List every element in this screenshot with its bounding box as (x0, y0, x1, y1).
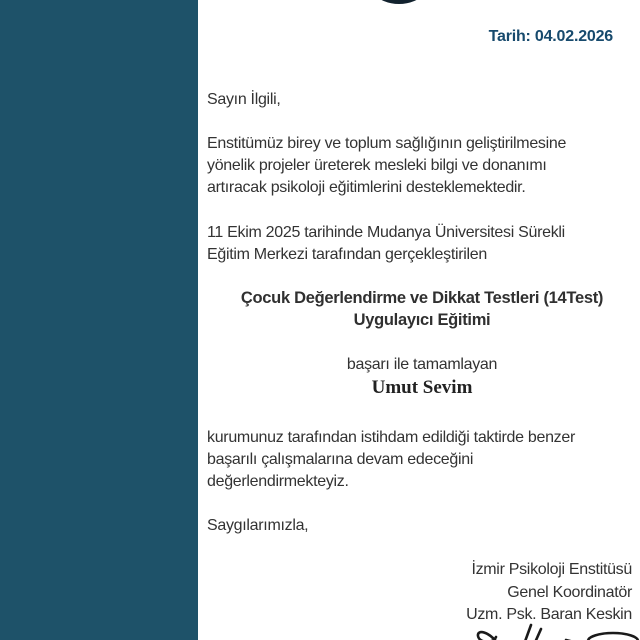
left-accent-band (0, 0, 198, 640)
paragraph-line: Enstitümüz birey ve toplum sağlığının geliştirilmesine (207, 135, 567, 152)
paragraph-line: Eğitim Merkezi tarafından gerçekleştirilen (207, 246, 487, 263)
paragraph-closing (207, 427, 637, 493)
course-title-line: Uygulayıcı Eğitimi (353, 311, 491, 329)
course-title (207, 287, 637, 331)
paragraph-event (207, 222, 637, 266)
signature-block (207, 559, 637, 627)
paragraph-line: artıracak psikoloji eğitimlerini desteklemektedir. (207, 179, 526, 196)
completion-phrase: başarı ile tamamlayan (346, 356, 498, 373)
recipient-name: Umut Sevim (371, 377, 473, 398)
handwritten-signature-icon (455, 621, 640, 640)
signature-role: Genel Koordinatör (507, 583, 632, 601)
signature-org: İzmir Psikoloji Enstitüsü (471, 561, 632, 578)
paragraph-line: 11 Ekim 2025 tarihinde Mudanya Üniversitesi Sürekli (207, 224, 565, 241)
date-line: Tarih: 04.02.2026 (488, 28, 613, 45)
course-title-line: Çocuk Değerlendirme ve Dikkat Testleri (14Test) (240, 289, 604, 307)
paragraph-intro (207, 133, 637, 199)
salutation: Sayın İlgili, (207, 91, 281, 108)
signature-name: Uzm. Psk. Baran Keskin (466, 606, 632, 623)
paragraph-line: kurumunuz tarafından istihdam edildiği taktirde benzer (207, 429, 576, 446)
paragraph-line: başarılı çalışmalarına devam edeceğini (207, 451, 474, 468)
paragraph-line: değerlendirmekteyiz. (207, 473, 349, 490)
letter-content (207, 0, 637, 640)
closing-salutation: Saygılarımızla, (207, 517, 309, 534)
paragraph-line: yönelik projeler üreterek mesleki bilgi ve donanımı (207, 157, 547, 174)
